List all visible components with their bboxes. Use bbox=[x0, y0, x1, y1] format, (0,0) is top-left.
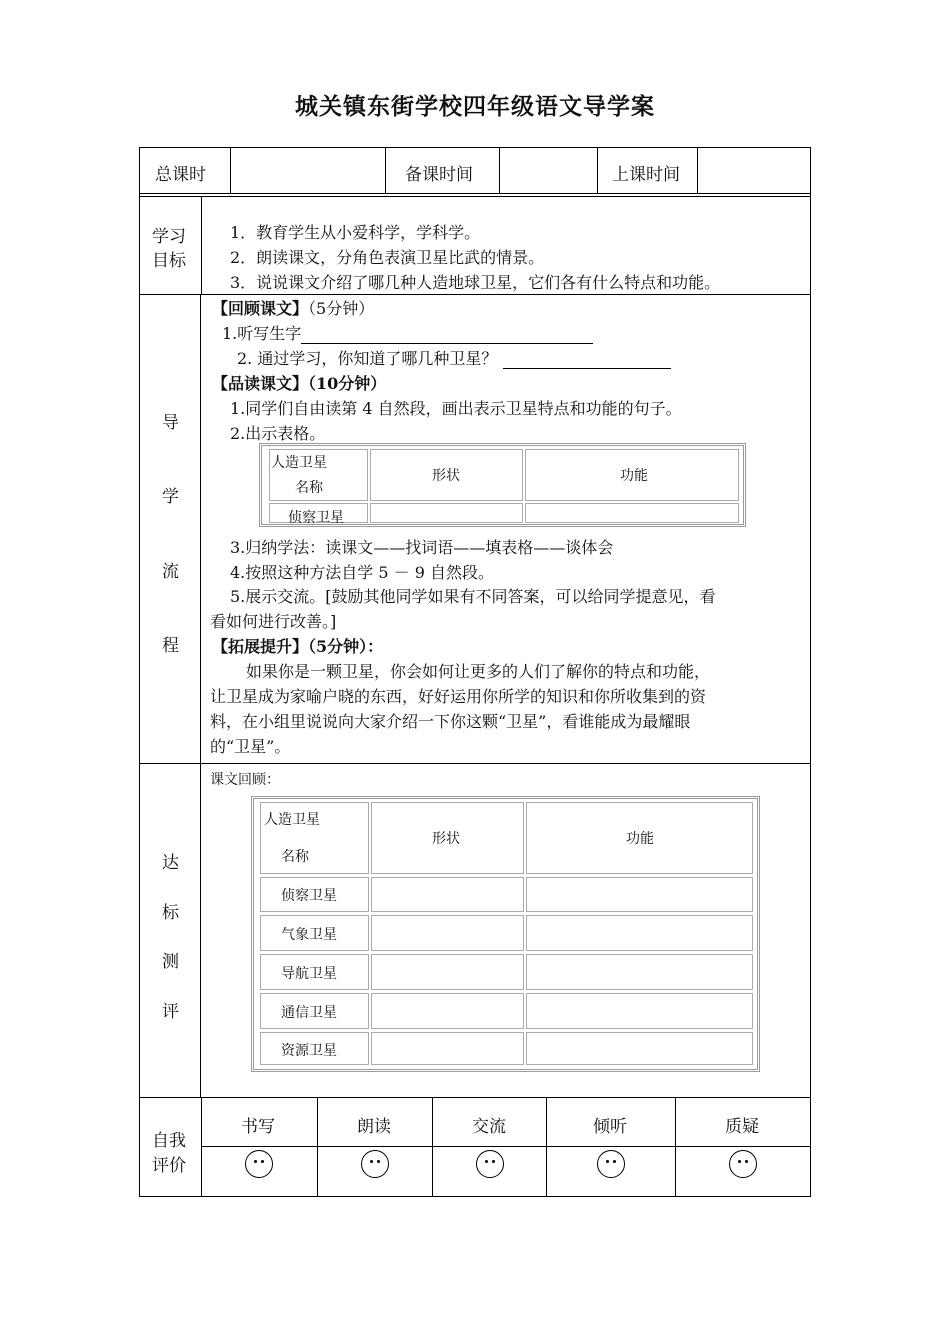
review-question-1: 1.听写生字 bbox=[222, 321, 593, 344]
reading-step: 1.同学们自由读第 4 自然段，画出表示卫星特点和功能的句子。 bbox=[230, 399, 682, 418]
review-heading: 【回顾课文】 bbox=[212, 299, 309, 318]
review-time: （5分钟） bbox=[308, 299, 375, 318]
extend-heading: 【拓展提升】 bbox=[212, 637, 309, 656]
table-row-name: 通信卫星 bbox=[281, 1005, 337, 1021]
step-item: 3.归纳学法：读课文——找词语——填表格——谈体会 bbox=[230, 538, 614, 557]
extend-section-heading bbox=[212, 634, 383, 657]
assessment-intro: 课文回顾： bbox=[210, 772, 280, 788]
table-row-name: 侦察卫星 bbox=[281, 888, 337, 904]
goal-item: 1．教育学生从小爱科学，学科学。 bbox=[230, 223, 481, 242]
table-header-name: 人造卫星 bbox=[264, 812, 320, 828]
assessment-label-char: 达 bbox=[162, 853, 179, 873]
table-row-name: 气象卫星 bbox=[281, 927, 337, 943]
answer-blank[interactable] bbox=[301, 325, 593, 344]
review-section-heading bbox=[212, 296, 374, 319]
self-eval-item-communication: 交流 bbox=[472, 1117, 506, 1137]
step-item: 4.按照这种方法自学 5 － 9 自然段。 bbox=[230, 563, 494, 582]
page-title: 城关镇东街学校四年级语文导学案 bbox=[295, 93, 655, 120]
reading-time: （10分钟） bbox=[308, 374, 387, 393]
step-item: 看如何进行改善。] bbox=[210, 612, 337, 631]
table-header-function: 功能 bbox=[620, 468, 648, 484]
review-question-2: 2. 通过学习，你知道了哪几种卫星？ bbox=[237, 346, 671, 369]
reading-step: 2.出示表格。 bbox=[230, 424, 326, 443]
table-row-name: 资源卫星 bbox=[281, 1043, 337, 1059]
table-header-name: 名称 bbox=[295, 480, 323, 496]
goals-label-2: 目标 bbox=[152, 251, 186, 271]
total-hours-label: 总课时 bbox=[155, 165, 206, 185]
table-row-name: 导航卫星 bbox=[281, 966, 337, 982]
assessment-label-char: 评 bbox=[162, 1002, 179, 1022]
satellite-table-review bbox=[251, 796, 760, 1072]
reading-section-heading bbox=[212, 371, 386, 394]
process-label-char: 学 bbox=[162, 487, 179, 507]
self-eval-item-listening: 倾听 bbox=[593, 1117, 627, 1137]
reading-heading: 【品读课文】 bbox=[212, 374, 309, 393]
process-label-char: 程 bbox=[162, 636, 179, 656]
assessment-label-char: 测 bbox=[162, 952, 179, 972]
class-time-label: 上课时间 bbox=[612, 165, 680, 185]
table-header-shape: 形状 bbox=[432, 831, 460, 847]
smiley-face-icon[interactable] bbox=[361, 1150, 389, 1178]
table-header-shape: 形状 bbox=[432, 468, 460, 484]
assessment-label-char: 标 bbox=[162, 903, 179, 923]
goal-item: 2．朗读课文，分角色表演卫星比武的情景。 bbox=[230, 248, 545, 267]
table-header-name: 名称 bbox=[281, 849, 309, 865]
process-label-char: 导 bbox=[162, 413, 179, 433]
step-item: 5.展示交流。[鼓励其他同学如果有不同答案，可以给同学提意见，看 bbox=[230, 587, 716, 606]
extend-text: 让卫星成为家喻户晓的东西，好好运用你所学的知识和你所收集到的资 bbox=[210, 687, 707, 706]
extend-time: （5分钟）： bbox=[308, 637, 384, 656]
self-eval-item-reading: 朗读 bbox=[357, 1117, 391, 1137]
extend-text: 如果你是一颗卫星，你会如何让更多的人们了解你的特点和功能， bbox=[246, 662, 711, 681]
satellite-table-sample bbox=[259, 443, 746, 527]
table-header-name: 人造卫星 bbox=[271, 455, 327, 471]
extend-text: 的“卫星”。 bbox=[210, 737, 291, 756]
goals-label-1: 学习 bbox=[152, 227, 186, 247]
smiley-face-icon[interactable] bbox=[729, 1150, 757, 1178]
smiley-face-icon[interactable] bbox=[245, 1150, 273, 1178]
self-eval-label-1: 自我 bbox=[152, 1131, 186, 1151]
self-eval-label-2: 评价 bbox=[152, 1156, 186, 1176]
prep-time-label: 备课时间 bbox=[405, 165, 473, 185]
self-eval-item-questioning: 质疑 bbox=[725, 1117, 759, 1137]
smiley-face-icon[interactable] bbox=[476, 1150, 504, 1178]
self-eval-item-writing: 书写 bbox=[241, 1117, 275, 1137]
table-row-name: 侦察卫星 bbox=[288, 510, 344, 526]
process-label-char: 流 bbox=[162, 562, 179, 582]
goal-item: 3．说说课文介绍了哪几种人造地球卫星，它们各有什么特点和功能。 bbox=[230, 273, 721, 292]
answer-blank[interactable] bbox=[503, 350, 671, 369]
table-header-function: 功能 bbox=[626, 831, 654, 847]
extend-text: 料，在小组里说说向大家介绍一下你这颗“卫星”，看谁能成为最耀眼 bbox=[210, 712, 691, 731]
smiley-face-icon[interactable] bbox=[597, 1150, 625, 1178]
